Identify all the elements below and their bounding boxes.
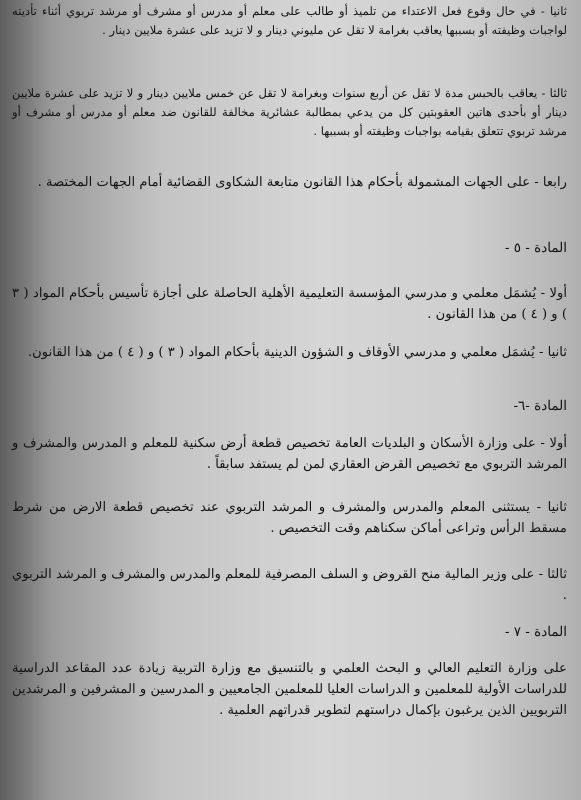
article-4-clause-4: رابعا - على الجهات المشمولة بأحكام هذا القانون متابعة الشكاوى القضائية أمام الجهات المختصة . xyxy=(37,175,567,190)
article-5-heading: المادة - ٥ - xyxy=(504,240,567,256)
article-7-body: على وزارة التعليم العالي و البحث العلمي و بالتنسيق مع وزارة التربية زيادة عدد المقاعد الدراسية للدراسات الأولية للمعلمين و الدراسات العليا للمعلمين الجامعيين و المدرسين و المشرفين و المرشدين التربويين الذين يرغبون بإكمال دراستهم لتطوير قدراتهم العلمية . xyxy=(12,661,567,718)
article-5-clause-1: أولا - يُشمَل معلمي و مدرسي المؤسسة التعليمية الأهلية الحاصلة على أجازة تأسيس بأحكام المواد ( ٣ ) و ( ٤ ) من هذا القانون . xyxy=(12,286,567,322)
article-6-heading: المادة -٦- xyxy=(513,398,567,414)
article-5-clause-2: ثانيا - يُشمَل معلمي و مدرسي الأوقاف و الشؤون الدينية بأحكام المواد ( ٣ ) و ( ٤ ) من هذا القانون. xyxy=(27,345,567,360)
article-4-clause-3: ثالثا - يعاقب بالحبس مدة لا تقل عن أربع سنوات وبغرامة لا تقل عن خمس ملايين دينار و لا تزيد على عشرة ملايين دينار أو بأحدى هاتين العقوبتين كل من يدعي بمطالبة عشائرية مخالفة للقانون ضد معلم أو مدرس أو مشرف أو مرشد تربوي تتعلق بقيامه بواجبات وظيفته أو بسببها . xyxy=(12,86,567,138)
article-7-heading: المادة - ٧ - xyxy=(504,624,567,640)
article-6-clause-1: أولا - على وزارة الأسكان و البلديات العامة تخصيص قطعة أرض سكنية للمعلم و المدرس والمشرف و المرشد التربوي مع تخصيص القرض العقاري لمن لم يستفد سابقاً . xyxy=(12,436,567,472)
article-4-clause-2: ثانيا - في حال وقوع فعل الاعتداء من تلميذ أو طالب على معلم أو مدرس أو مشرف أو مرشد تربوي أثناء تأديته لواجبات وظيفته أو بسببها يعاقب بغرامة لا تقل عن مليوني دينار و لا تزيد على عشرة ملايين دينار . xyxy=(12,4,567,37)
article-6-clause-3: ثالثا - على وزير المالية منح القروض و السلف المصرفية للمعلم والمدرس والمشرف و المرشد التربوي . xyxy=(12,567,567,603)
article-6-clause-2: ثانيا - يستثنى المعلم والمدرس والمشرف و المرشد التربوي عند تخصيص قطعة الارض من شرط مسقط الرأس وتراعى أماكن سكناهم وقت التخصيص . xyxy=(12,500,567,536)
